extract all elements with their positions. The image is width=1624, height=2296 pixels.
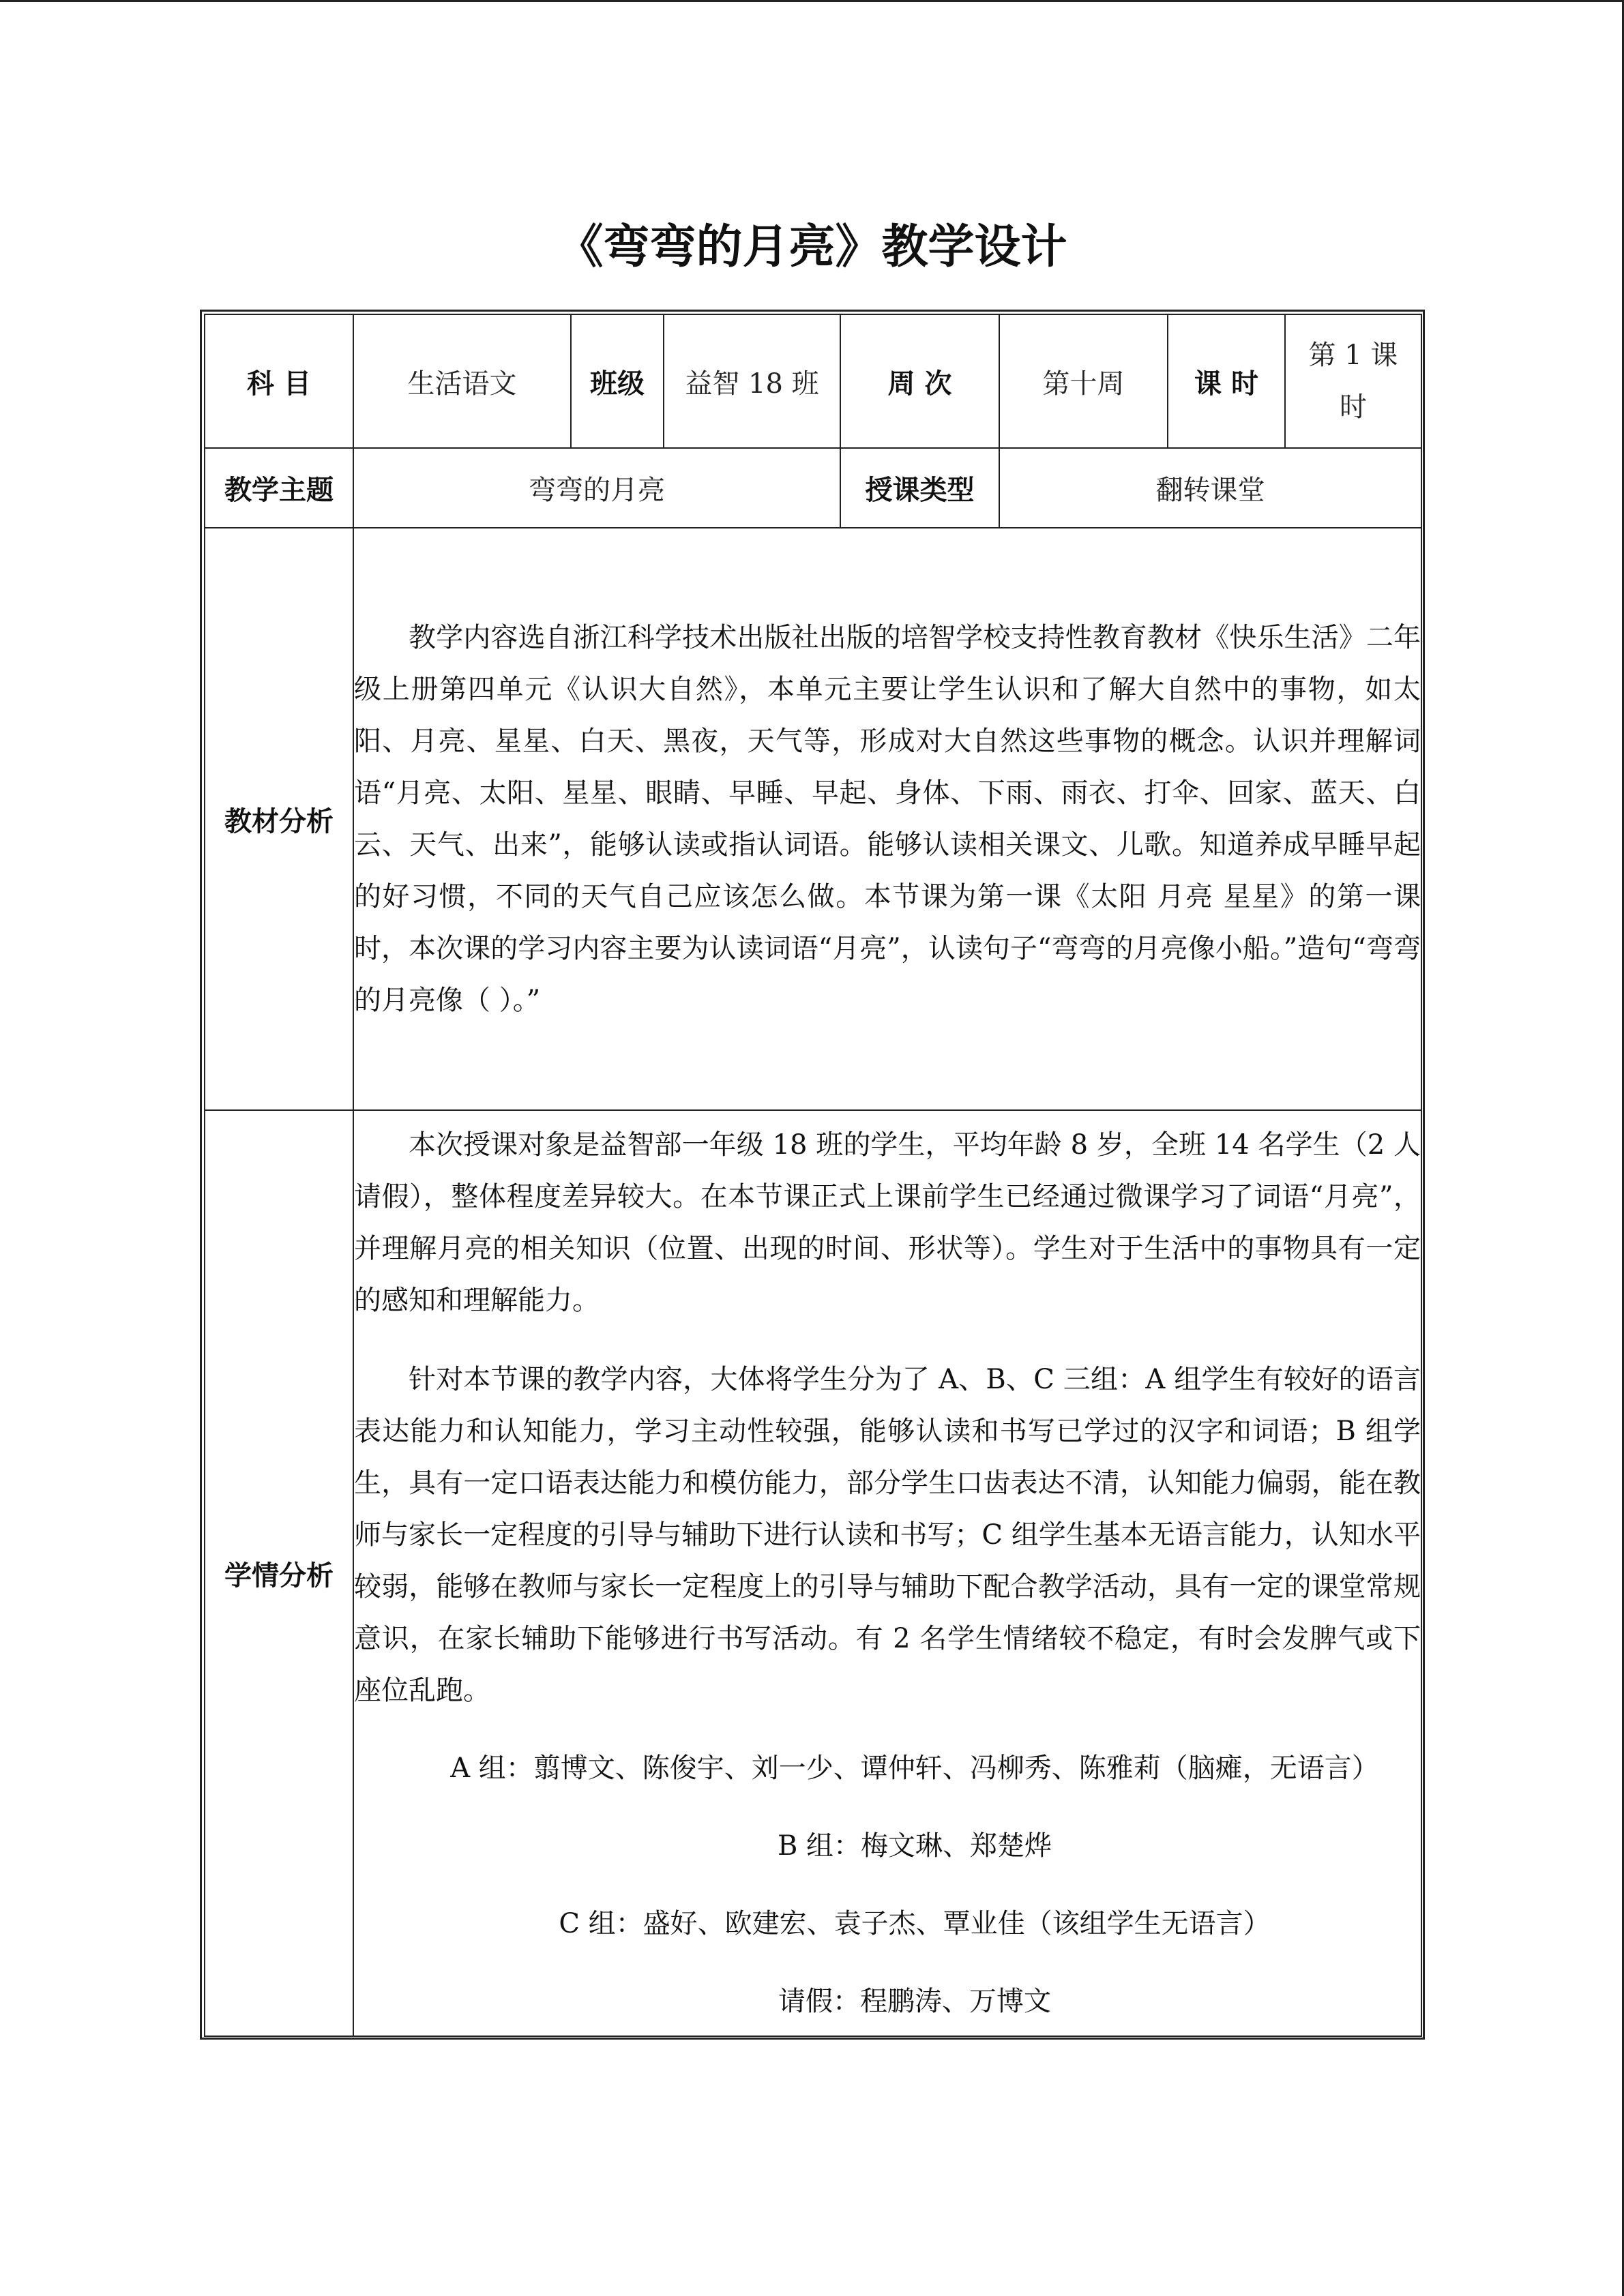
lesson-plan-table xyxy=(204,314,1422,2037)
lesson-label: 课 时 xyxy=(1168,314,1285,448)
type-value: 翻转课堂 xyxy=(999,448,1421,528)
lesson-value-line2: 时 xyxy=(1340,391,1367,423)
topic-row xyxy=(205,448,1421,528)
header-row xyxy=(205,314,1421,448)
student-analysis-cell xyxy=(353,1110,1421,2036)
subject-value: 生活语文 xyxy=(353,314,571,448)
subject-label: 科 目 xyxy=(205,314,353,448)
material-analysis-text: 教学内容选自浙江科学技术出版社出版的培智学校支持性教育教材《快乐生活》二年级上册第四单元《认识大自然》，本单元主要让学生认识和了解大自然中的事物，如太阳、月亮、星星、白天、黑夜，天气等，形成对大自然这些事物的概念。认识并理解词语“月亮、太阳、星星、眼睛、早睡、早起、身体、下雨、雨衣、打伞、回家、蓝天、白云、天气、出来”，能够认读或指认词语。能够认读相关课文、儿歌。知道养成早睡早起的好习惯，不同的天气自己应该怎么做。本节课为第一课《太阳 月亮 星星》的第一课时，本次课的学习内容主要为认读词语“月亮”，认读句子“弯弯的月亮像小船。”造句“弯弯的月亮像（ ）。” xyxy=(354,622,1421,1016)
absent-students: 请假：程鹏涛、万博文 xyxy=(778,1986,1051,2017)
class-value: 益智 18 班 xyxy=(664,314,840,448)
material-analysis-label: 教材分析 xyxy=(205,528,353,1110)
group-c: C 组：盛好、欧建宏、袁子杰、覃业佳（该组学生无语言） xyxy=(559,1908,1271,1939)
topic-value: 弯弯的月亮 xyxy=(353,448,840,528)
group-a: A 组：翦博文、陈俊宇、刘一少、谭仲轩、冯柳秀、陈雅莉（脑瘫，无语言） xyxy=(450,1753,1379,1784)
student-analysis-para2: 针对本节课的教学内容，大体将学生分为了 A、B、C 三组：A 组学生有较好的语言表达能力和认知能力，学习主动性较强，能够认读和书写已学过的汉字和词语；B 组学生，具有一定口语表达能力和模仿能力，部分学生口齿表达不清，认知能力偏弱，能在教师与家长一定程度的引导与辅助下进行认读和书写；C 组学生基本无语言能力，认知水平较弱，能够在教师与家长一定程度上的引导与辅助下配合教学活动，具有一定的课堂常规意识，在家长辅助下能够进行书写活动。有 2 名学生情绪较不稳定，有时会发脾气或下座位乱跑。 xyxy=(354,1364,1421,1706)
lesson-value xyxy=(1285,314,1421,448)
type-label: 授课类型 xyxy=(840,448,999,528)
week-value: 第十周 xyxy=(999,314,1168,448)
student-analysis-para1: 本次授课对象是益智部一年级 18 班的学生，平均年龄 8 岁，全班 14 名学生（2 人请假），整体程度差异较大。在本节课正式上课前学生已经通过微课学习了词语“月亮”，并理解月亮的相关知识（位置、出现的时间、形状等）。学生对于生活中的事物具有一定的感知和理解能力。 xyxy=(354,1129,1421,1316)
group-b: B 组：梅文琳、郑楚烨 xyxy=(777,1830,1052,1862)
class-label: 班级 xyxy=(571,314,664,448)
material-analysis-row xyxy=(205,528,1421,1110)
student-analysis-row xyxy=(205,1110,1421,2036)
material-analysis-cell xyxy=(353,528,1421,1110)
lesson-value-line1: 第 1 课 xyxy=(1308,340,1398,371)
student-analysis-label: 学情分析 xyxy=(205,1110,353,2036)
document-title: 《弯弯的月亮》教学设计 xyxy=(557,220,1067,274)
topic-label: 教学主题 xyxy=(205,448,353,528)
week-label: 周 次 xyxy=(840,314,999,448)
